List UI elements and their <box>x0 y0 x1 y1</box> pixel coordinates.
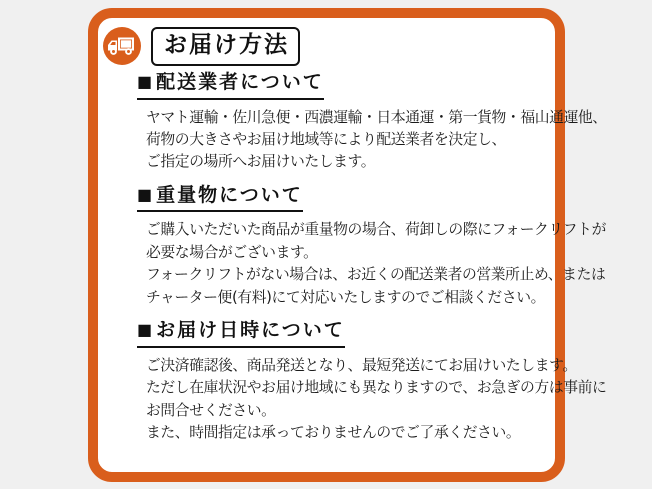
section-body <box>137 219 606 309</box>
body-text-line: フォークリフトがない場合は、お近くの配送業者の営業所止め、または <box>146 266 606 284</box>
body-text-line: チャーター便(有料)にて対応いたしますのでご相談ください。 <box>146 288 546 306</box>
section-heading-text: お届け日時について <box>156 319 345 342</box>
body-text-line: お問合せください。 <box>146 401 276 419</box>
square-bullet-icon: ■ <box>137 71 155 91</box>
section-heavy-items <box>137 183 606 309</box>
body-text-line: また、時間指定は承っておりませんのでご了承ください。 <box>146 424 521 442</box>
section-heading-text: 配送業者について <box>156 70 324 93</box>
section-heading-text: 重量物について <box>156 183 303 206</box>
body-text-line: ご決済確認後、商品発送となり、最短発送にてお届けいたします。 <box>146 356 577 374</box>
header <box>103 27 555 66</box>
section-heading-delivery-datetime <box>137 319 345 348</box>
square-bullet-icon: ■ <box>137 184 155 204</box>
section-delivery-datetime <box>137 319 607 444</box>
body-text-line: ヤマト運輸・佐川急便・西濃運輸・日本通運・第一貨物・福山通運他、 <box>146 108 607 126</box>
body-text-line: ご指定の場所へお届けいたします。 <box>146 153 376 171</box>
delivery-info-panel <box>88 8 607 482</box>
section-heading-carriers <box>137 71 324 100</box>
body-text-line: 荷物の大きさやお届け地域等により配送業者を決定し、 <box>146 130 506 148</box>
section-body <box>137 107 607 174</box>
page-title: お届け方法 <box>151 27 300 66</box>
section-body <box>137 355 607 445</box>
section-heading-heavy-items <box>137 184 303 213</box>
body-text-line: ご購入いただいた商品が重量物の場合、荷卸しの際にフォークリフトが <box>146 221 606 239</box>
section-carriers <box>137 70 607 174</box>
square-bullet-icon: ■ <box>137 320 155 340</box>
truck-icon <box>103 27 141 65</box>
sections <box>98 70 607 445</box>
body-text-line: 必要な場合がございます。 <box>146 243 318 261</box>
body-text-line: ただし在庫状況やお届け地域にも異なりますので、お急ぎの方は事前に <box>146 379 607 397</box>
